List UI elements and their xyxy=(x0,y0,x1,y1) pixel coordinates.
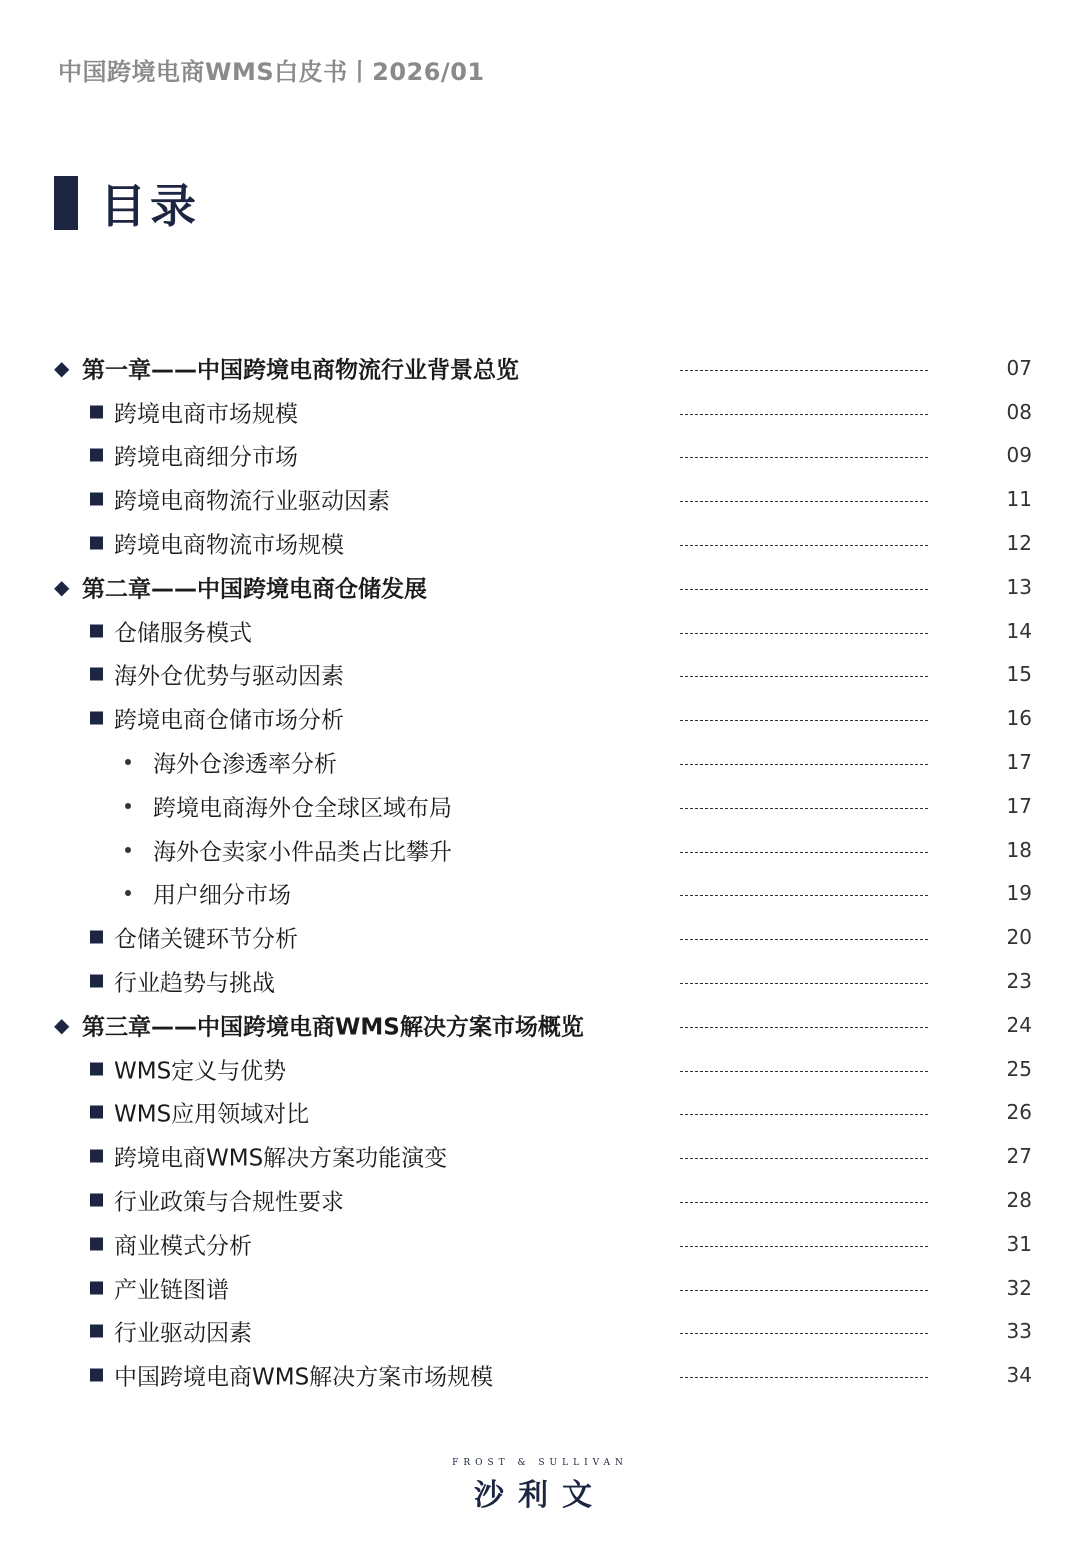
dot-leader xyxy=(680,370,928,371)
toc-entry-label: 商业模式分析 xyxy=(114,1233,252,1260)
dot-leader xyxy=(680,1071,928,1072)
toc-entry-label: 用户细分市场 xyxy=(153,882,291,909)
toc-entry-sub[interactable] xyxy=(0,828,1080,872)
toc-entry-page-number: 13 xyxy=(1006,574,1032,599)
toc-entry-section[interactable] xyxy=(0,1047,1080,1091)
dot-leader xyxy=(680,1202,928,1203)
toc-entry-label: 跨境电商WMS解决方案功能演变 xyxy=(114,1145,448,1172)
square-bullet-icon xyxy=(90,1369,103,1382)
square-bullet-icon xyxy=(90,1237,103,1250)
toc-entry-page-number: 09 xyxy=(1006,443,1032,468)
dot-leader xyxy=(680,852,928,853)
toc-entry-page-number: 15 xyxy=(1006,662,1032,687)
dot-bullet-icon xyxy=(125,847,131,853)
toc-entry-label: 跨境电商市场规模 xyxy=(114,401,298,428)
toc-entry-sub[interactable] xyxy=(0,740,1080,784)
dot-leader xyxy=(680,895,928,896)
toc-entry-section[interactable] xyxy=(0,959,1080,1003)
dot-leader xyxy=(680,808,928,809)
dot-leader xyxy=(680,414,928,415)
toc-entry-section[interactable] xyxy=(0,1353,1080,1397)
logo-english-text: FROST & SULLIVAN xyxy=(452,1458,628,1468)
toc-entry-section[interactable] xyxy=(0,1134,1080,1178)
dot-bullet-icon xyxy=(125,759,131,765)
toc-entry-section[interactable] xyxy=(0,1222,1080,1266)
toc-entry-section[interactable] xyxy=(0,1266,1080,1310)
toc-entry-label: 第三章——中国跨境电商WMS解决方案市场概览 xyxy=(82,1014,584,1041)
toc-entry-chapter[interactable] xyxy=(0,1003,1080,1047)
dot-bullet-icon xyxy=(125,890,131,896)
dot-leader xyxy=(680,764,928,765)
toc-entry-label: 仓储关键环节分析 xyxy=(114,926,298,953)
toc-entry-page-number: 19 xyxy=(1006,881,1032,906)
dot-leader xyxy=(680,1246,928,1247)
square-bullet-icon xyxy=(90,668,103,681)
toc-entry-page-number: 17 xyxy=(1006,793,1032,818)
dot-leader xyxy=(680,501,928,502)
diamond-bullet-icon: ◆ xyxy=(54,1012,70,1037)
square-bullet-icon xyxy=(90,1194,103,1207)
title-accent-bar xyxy=(54,176,78,230)
toc-entry-page-number: 18 xyxy=(1006,837,1032,862)
toc-entry-page-number: 08 xyxy=(1006,399,1032,424)
toc-entry-page-number: 11 xyxy=(1006,487,1032,512)
toc-entry-label: 跨境电商仓储市场分析 xyxy=(114,707,344,734)
toc-entry-label: 跨境电商海外仓全球区域布局 xyxy=(153,795,452,822)
toc-entry-sub[interactable] xyxy=(0,872,1080,916)
toc-entry-label: 产业链图谱 xyxy=(114,1277,229,1304)
toc-entry-section[interactable] xyxy=(0,1310,1080,1354)
toc-entry-page-number: 32 xyxy=(1006,1275,1032,1300)
dot-leader xyxy=(680,545,928,546)
toc-entry-page-number: 34 xyxy=(1006,1363,1032,1388)
square-bullet-icon xyxy=(90,931,103,944)
toc-entry-page-number: 31 xyxy=(1006,1231,1032,1256)
toc-entry-page-number: 20 xyxy=(1006,925,1032,950)
footer-logo xyxy=(0,1458,1080,1514)
dot-leader xyxy=(680,1114,928,1115)
toc-entry-section[interactable] xyxy=(0,1178,1080,1222)
toc-entry-label: 行业政策与合规性要求 xyxy=(114,1189,344,1216)
document-header: 中国跨境电商WMS白皮书丨2026/01 xyxy=(58,58,485,86)
toc-entry-label: WMS应用领域对比 xyxy=(114,1101,310,1128)
dot-leader xyxy=(680,1290,928,1291)
toc-entry-label: 海外仓优势与驱动因素 xyxy=(114,663,344,690)
toc-entry-page-number: 14 xyxy=(1006,618,1032,643)
toc-entry-section[interactable] xyxy=(0,696,1080,740)
square-bullet-icon xyxy=(90,975,103,988)
toc-entry-page-number: 07 xyxy=(1006,355,1032,380)
toc-entry-chapter[interactable] xyxy=(0,565,1080,609)
toc-entry-label: 海外仓渗透率分析 xyxy=(153,751,337,778)
toc-entry-section[interactable] xyxy=(0,653,1080,697)
dot-leader xyxy=(680,1027,928,1028)
toc-entry-section[interactable] xyxy=(0,434,1080,478)
toc-entry-section[interactable] xyxy=(0,609,1080,653)
toc-entry-label: 第一章——中国跨境电商物流行业背景总览 xyxy=(82,357,519,384)
table-of-contents xyxy=(0,346,1080,1397)
diamond-bullet-icon: ◆ xyxy=(54,574,70,599)
toc-entry-label: 跨境电商物流行业驱动因素 xyxy=(114,488,390,515)
square-bullet-icon xyxy=(90,1062,103,1075)
dot-leader xyxy=(680,1377,928,1378)
toc-entry-label: 行业趋势与挑战 xyxy=(114,970,275,997)
square-bullet-icon xyxy=(90,624,103,637)
toc-entry-section[interactable] xyxy=(0,1091,1080,1135)
page-title: 目录 xyxy=(100,179,200,233)
toc-entry-label: 第二章——中国跨境电商仓储发展 xyxy=(82,576,427,603)
toc-entry-label: 中国跨境电商WMS解决方案市场规模 xyxy=(114,1364,494,1391)
toc-entry-label: 海外仓卖家小件品类占比攀升 xyxy=(153,839,452,866)
toc-entry-label: WMS定义与优势 xyxy=(114,1058,287,1085)
toc-entry-label: 行业驱动因素 xyxy=(114,1320,252,1347)
dot-leader xyxy=(680,633,928,634)
dot-leader xyxy=(680,1333,928,1334)
toc-entry-page-number: 27 xyxy=(1006,1144,1032,1169)
dot-leader xyxy=(680,589,928,590)
toc-entry-page-number: 26 xyxy=(1006,1100,1032,1125)
toc-entry-page-number: 23 xyxy=(1006,969,1032,994)
toc-entry-page-number: 12 xyxy=(1006,531,1032,556)
toc-entry-page-number: 28 xyxy=(1006,1188,1032,1213)
page-title-block xyxy=(54,176,200,233)
dot-bullet-icon xyxy=(125,803,131,809)
square-bullet-icon xyxy=(90,493,103,506)
toc-entry-page-number: 17 xyxy=(1006,750,1032,775)
toc-entry-label: 仓储服务模式 xyxy=(114,620,252,647)
square-bullet-icon xyxy=(90,405,103,418)
toc-entry-section[interactable] xyxy=(0,915,1080,959)
toc-entry-section[interactable] xyxy=(0,521,1080,565)
square-bullet-icon xyxy=(90,1150,103,1163)
toc-entry-page-number: 16 xyxy=(1006,706,1032,731)
dot-leader xyxy=(680,939,928,940)
dot-leader xyxy=(680,983,928,984)
logo-chinese-text: 沙利文 xyxy=(474,1478,606,1513)
dot-leader xyxy=(680,457,928,458)
square-bullet-icon xyxy=(90,537,103,550)
square-bullet-icon xyxy=(90,449,103,462)
square-bullet-icon xyxy=(90,1281,103,1294)
toc-entry-section[interactable] xyxy=(0,390,1080,434)
toc-entry-page-number: 25 xyxy=(1006,1056,1032,1081)
dot-leader xyxy=(680,720,928,721)
toc-entry-sub[interactable] xyxy=(0,784,1080,828)
square-bullet-icon xyxy=(90,1325,103,1338)
toc-entry-page-number: 33 xyxy=(1006,1319,1032,1344)
toc-entry-page-number: 24 xyxy=(1006,1012,1032,1037)
toc-entry-label: 跨境电商细分市场 xyxy=(114,444,298,471)
diamond-bullet-icon: ◆ xyxy=(54,355,70,380)
dot-leader xyxy=(680,1158,928,1159)
toc-entry-label: 跨境电商物流市场规模 xyxy=(114,532,344,559)
toc-entry-section[interactable] xyxy=(0,477,1080,521)
square-bullet-icon xyxy=(90,712,103,725)
toc-entry-chapter[interactable] xyxy=(0,346,1080,390)
dot-leader xyxy=(680,676,928,677)
square-bullet-icon xyxy=(90,1106,103,1119)
